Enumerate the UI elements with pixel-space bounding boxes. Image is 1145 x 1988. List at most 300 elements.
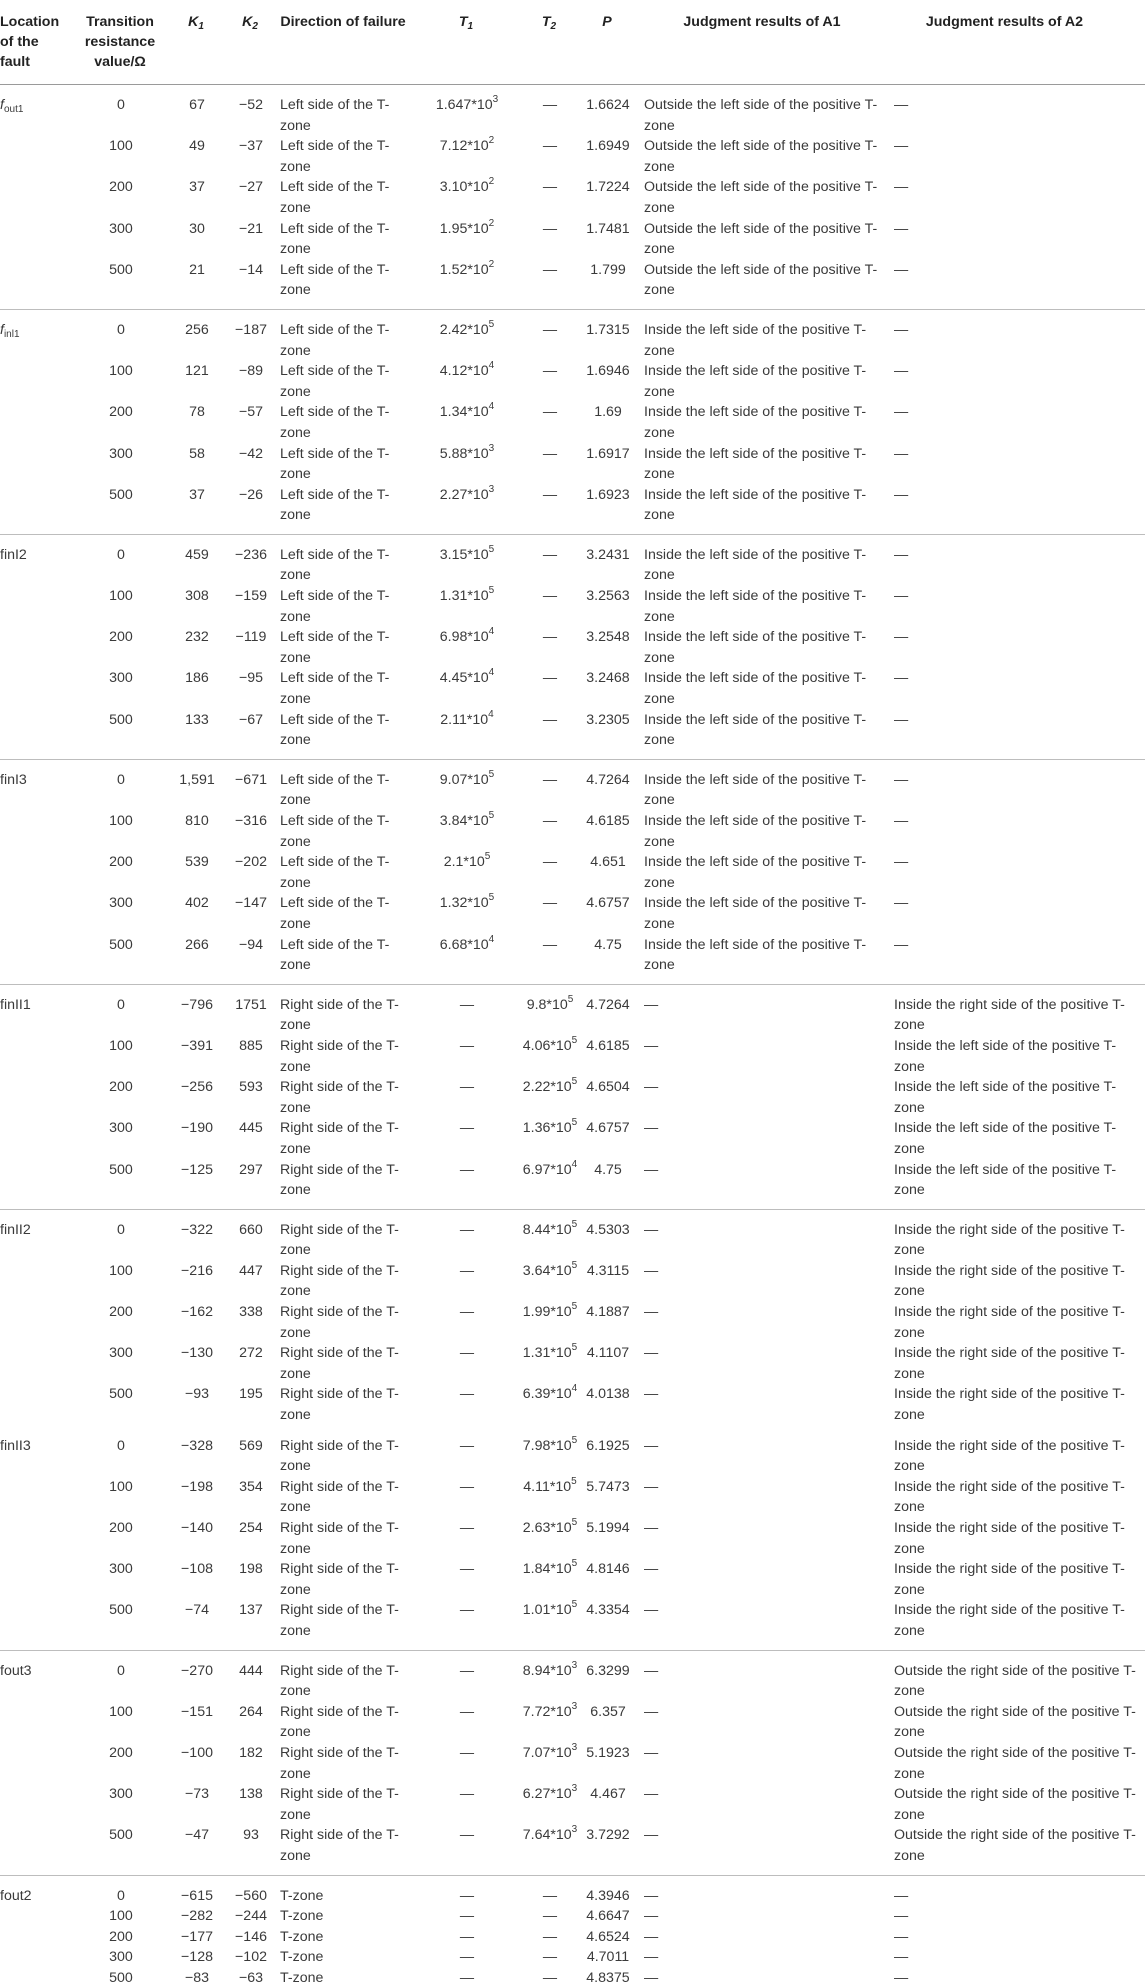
k2-cell: 264 <box>226 1702 276 1743</box>
location-cell <box>0 177 74 218</box>
t1-cell: — <box>412 1518 522 1559</box>
location-cell: finII3 <box>0 1426 74 1477</box>
direction-cell: Left side of the T-zone <box>276 811 412 852</box>
table-row <box>0 85 1145 137</box>
judgment-a1-cell: Inside the left side of the positive T-zone <box>638 444 888 485</box>
exponent: 4 <box>488 709 494 720</box>
judgment-a1-cell: — <box>638 1343 888 1384</box>
t2-cell: — <box>522 177 578 218</box>
p-cell: 6.3299 <box>578 1650 638 1702</box>
p-cell: 1.6946 <box>578 361 638 402</box>
judgment-a1-cell: Outside the left side of the positive T-zone <box>638 260 888 310</box>
t1-cell: — <box>412 1875 522 1906</box>
exponent: 5 <box>572 1301 578 1312</box>
header-judgment-a1: Judgment results of A1 <box>638 0 888 85</box>
t2-cell: $8.94*10^3$ <box>522 1650 578 1702</box>
t2-cell: — <box>522 1927 578 1948</box>
t1-cell: — <box>412 1118 522 1159</box>
k2-cell: −147 <box>226 893 276 934</box>
p-cell: 3.2468 <box>578 668 638 709</box>
t2-cell: $2.22*10^5$ <box>522 1077 578 1118</box>
location-cell <box>0 811 74 852</box>
table-row <box>0 627 1145 668</box>
direction-cell: Right side of the T-zone <box>276 1426 412 1477</box>
t1-cell: $4.12*10^4$ <box>412 361 522 402</box>
judgment-a2-cell: Inside the right side of the positive T-zone <box>888 1426 1145 1477</box>
judgment-a2-cell: — <box>888 668 1145 709</box>
direction-cell: Right side of the T-zone <box>276 1036 412 1077</box>
judgment-a1-cell: Inside the left side of the positive T-zone <box>638 402 888 443</box>
k1-cell: 37 <box>168 485 226 535</box>
k2-cell: 660 <box>226 1209 276 1261</box>
direction-cell: Right side of the T-zone <box>276 1261 412 1302</box>
location-cell <box>0 309 74 361</box>
resistance-cell: 500 <box>74 935 168 985</box>
location-cell <box>0 1784 74 1825</box>
t2-cell: $8.44*10^5$ <box>522 1209 578 1261</box>
judgment-a2-cell: — <box>888 361 1145 402</box>
direction-cell: Left side of the T-zone <box>276 485 412 535</box>
t1-cell: $2.42*10^5$ <box>412 309 522 361</box>
t1-cell: — <box>412 1927 522 1948</box>
p-cell: 1.7224 <box>578 177 638 218</box>
k1-cell: −282 <box>168 1906 226 1927</box>
judgment-a1-cell: Inside the left side of the positive T-zone <box>638 710 888 760</box>
t2-cell: $6.27*10^3$ <box>522 1784 578 1825</box>
exponent: 5 <box>571 1476 577 1487</box>
direction-cell: T-zone <box>276 1947 412 1968</box>
judgment-a1-cell: — <box>638 1968 888 1988</box>
exponent: 5 <box>572 1558 578 1569</box>
p-cell: 4.6504 <box>578 1077 638 1118</box>
exponent: 5 <box>572 1599 578 1610</box>
exponent: 3 <box>572 1783 578 1794</box>
table-row <box>0 485 1145 535</box>
t1-cell: $1.32*10^5$ <box>412 893 522 934</box>
resistance-cell: 200 <box>74 852 168 893</box>
k2-cell: −316 <box>226 811 276 852</box>
table-row <box>0 984 1145 1036</box>
t1-cell: — <box>412 1261 522 1302</box>
k1-cell: 133 <box>168 710 226 760</box>
judgment-a1-cell: — <box>638 1600 888 1650</box>
exponent: 3 <box>572 1742 578 1753</box>
judgment-a2-cell: — <box>888 710 1145 760</box>
table-row <box>0 444 1145 485</box>
location-cell: finI3 <box>0 759 74 811</box>
location-cell <box>0 402 74 443</box>
direction-cell: T-zone <box>276 1906 412 1927</box>
judgment-a1-cell: Outside the left side of the positive T-zone <box>638 136 888 177</box>
k1-cell: −190 <box>168 1118 226 1159</box>
header-location: Location of the fault <box>0 0 74 85</box>
k2-cell: −27 <box>226 177 276 218</box>
exponent: 4 <box>489 934 495 945</box>
p-cell: 4.75 <box>578 1160 638 1210</box>
p-cell: 5.7473 <box>578 1477 638 1518</box>
resistance-cell: 100 <box>74 361 168 402</box>
p-cell: 4.8146 <box>578 1559 638 1600</box>
t2-cell: $4.06*10^5$ <box>522 1036 578 1077</box>
header-judgment-a2: Judgment results of A2 <box>888 0 1145 85</box>
table-row <box>0 534 1145 586</box>
judgment-a2-cell: Inside the right side of the positive T-zone <box>888 1209 1145 1261</box>
resistance-cell: 200 <box>74 1302 168 1343</box>
k2-cell: 593 <box>226 1077 276 1118</box>
location-cell: fout2 <box>0 1875 74 1906</box>
location-cell <box>0 1743 74 1784</box>
p-cell: 3.2431 <box>578 534 638 586</box>
resistance-cell: 200 <box>74 1927 168 1948</box>
k1-cell: −151 <box>168 1702 226 1743</box>
k1-cell: −270 <box>168 1650 226 1702</box>
exponent: 3 <box>572 1701 578 1712</box>
table-row <box>0 1927 1145 1948</box>
exponent: 4 <box>489 626 495 637</box>
direction-cell: Left side of the T-zone <box>276 935 412 985</box>
t1-cell: — <box>412 1702 522 1743</box>
k2-cell: −26 <box>226 485 276 535</box>
table-row <box>0 260 1145 310</box>
table-row <box>0 893 1145 934</box>
t1-cell: — <box>412 1650 522 1702</box>
p-cell: 4.1887 <box>578 1302 638 1343</box>
judgment-a1-cell: — <box>638 984 888 1036</box>
exponent: 5 <box>572 1435 578 1446</box>
location-cell <box>0 1302 74 1343</box>
location-f: f <box>0 97 4 113</box>
resistance-cell: 100 <box>74 811 168 852</box>
resistance-cell: 100 <box>74 1261 168 1302</box>
k2-cell: −159 <box>226 586 276 627</box>
table-row <box>0 1209 1145 1261</box>
location-cell <box>0 1947 74 1968</box>
judgment-a1-cell: — <box>638 1118 888 1159</box>
t2-cell: $6.39*10^4$ <box>522 1384 578 1425</box>
exponent: 5 <box>572 1219 578 1230</box>
p-cell: 6.1925 <box>578 1426 638 1477</box>
t2-cell: — <box>522 1968 578 1988</box>
direction-cell: Right side of the T-zone <box>276 1160 412 1210</box>
k2-cell: 444 <box>226 1650 276 1702</box>
k2-cell: −89 <box>226 361 276 402</box>
location-cell <box>0 1036 74 1077</box>
direction-cell: Right side of the T-zone <box>276 1077 412 1118</box>
t2-cell: $4.11*10^5$ <box>522 1477 578 1518</box>
judgment-a1-cell: Inside the left side of the positive T-zone <box>638 811 888 852</box>
exponent: 5 <box>572 1260 578 1271</box>
t1-cell: $5.88*10^3$ <box>412 444 522 485</box>
subscript: 1 <box>198 21 204 32</box>
p-cell: 4.6185 <box>578 1036 638 1077</box>
location-cell <box>0 1702 74 1743</box>
location-cell: finII1 <box>0 984 74 1036</box>
k1-cell: −83 <box>168 1968 226 1988</box>
exponent: 3 <box>489 484 495 495</box>
table-row <box>0 402 1145 443</box>
t2-cell: $7.64*10^3$ <box>522 1825 578 1875</box>
judgment-a1-cell: — <box>638 1209 888 1261</box>
k1-cell: −74 <box>168 1600 226 1650</box>
direction-cell: Right side of the T-zone <box>276 1743 412 1784</box>
t2-cell: — <box>522 811 578 852</box>
location-cell <box>0 444 74 485</box>
p-cell: 4.7264 <box>578 984 638 1036</box>
t1-cell: — <box>412 1343 522 1384</box>
table-row <box>0 1160 1145 1210</box>
direction-cell: Left side of the T-zone <box>276 627 412 668</box>
location-cell <box>0 935 74 985</box>
resistance-cell: 100 <box>74 1906 168 1927</box>
table-row <box>0 1825 1145 1875</box>
judgment-a1-cell: — <box>638 1743 888 1784</box>
exponent: 5 <box>489 544 495 555</box>
location-cell: finI2 <box>0 534 74 586</box>
location-cell <box>0 1077 74 1118</box>
p-cell: 4.6647 <box>578 1906 638 1927</box>
direction-cell: Left side of the T-zone <box>276 534 412 586</box>
direction-cell: Left side of the T-zone <box>276 260 412 310</box>
p-cell: 4.6524 <box>578 1927 638 1948</box>
location-cell <box>0 1384 74 1425</box>
judgment-a2-cell: Outside the right side of the positive T-zone <box>888 1825 1145 1875</box>
t1-cell: $2.11*10^4$ <box>412 710 522 760</box>
judgment-a1-cell: Outside the left side of the positive T-zone <box>638 85 888 137</box>
k2-cell: 137 <box>226 1600 276 1650</box>
location-cell <box>0 136 74 177</box>
judgment-a2-cell: — <box>888 402 1145 443</box>
t2-cell: — <box>522 444 578 485</box>
k1-cell: −216 <box>168 1261 226 1302</box>
direction-cell: Left side of the T-zone <box>276 710 412 760</box>
resistance-cell: 100 <box>74 136 168 177</box>
direction-cell: Left side of the T-zone <box>276 402 412 443</box>
k1-cell: 67 <box>168 85 226 137</box>
k2-cell: 885 <box>226 1036 276 1077</box>
exponent: 2 <box>489 218 495 229</box>
judgment-a1-cell: — <box>638 1875 888 1906</box>
k2-cell: −63 <box>226 1968 276 1988</box>
table-row <box>0 710 1145 760</box>
table-row <box>0 1302 1145 1343</box>
judgment-a1-cell: — <box>638 1825 888 1875</box>
t1-cell: — <box>412 1784 522 1825</box>
k2-cell: 93 <box>226 1825 276 1875</box>
direction-cell: Left side of the T-zone <box>276 85 412 137</box>
table-row <box>0 1968 1145 1988</box>
judgment-a1-cell: Inside the left side of the positive T-zone <box>638 586 888 627</box>
judgment-a2-cell: Inside the left side of the positive T-zone <box>888 1036 1145 1077</box>
table-row <box>0 361 1145 402</box>
judgment-a1-cell: — <box>638 1426 888 1477</box>
t2-cell: — <box>522 668 578 709</box>
p-cell: 4.3354 <box>578 1600 638 1650</box>
k1-cell: 459 <box>168 534 226 586</box>
direction-cell: Right side of the T-zone <box>276 1559 412 1600</box>
table-row <box>0 1343 1145 1384</box>
judgment-a1-cell: Inside the left side of the positive T-zone <box>638 361 888 402</box>
exponent: 4 <box>572 1159 578 1170</box>
k2-cell: −102 <box>226 1947 276 1968</box>
k1-cell: −615 <box>168 1875 226 1906</box>
t2-cell: — <box>522 710 578 760</box>
table-row <box>0 1906 1145 1927</box>
location-cell <box>0 1477 74 1518</box>
resistance-cell: 0 <box>74 1426 168 1477</box>
k2-cell: 195 <box>226 1384 276 1425</box>
judgment-a2-cell: Inside the right side of the positive T-zone <box>888 1302 1145 1343</box>
exponent: 5 <box>489 892 495 903</box>
header-k1 <box>168 0 226 85</box>
t2-cell: $9.8*10^5$ <box>522 984 578 1036</box>
location-cell <box>0 1343 74 1384</box>
k2-cell: 198 <box>226 1559 276 1600</box>
p-cell: 5.1994 <box>578 1518 638 1559</box>
k1-cell: −93 <box>168 1384 226 1425</box>
t1-cell: $3.84*10^5$ <box>412 811 522 852</box>
t2-cell: — <box>522 627 578 668</box>
t2-cell: — <box>522 852 578 893</box>
resistance-cell: 500 <box>74 1968 168 1988</box>
p-cell: 3.2563 <box>578 586 638 627</box>
resistance-cell: 300 <box>74 1118 168 1159</box>
p-cell: 1.799 <box>578 260 638 310</box>
t2-cell: — <box>522 309 578 361</box>
location-cell <box>0 852 74 893</box>
header-k2-text: $K_2$ <box>242 14 258 30</box>
t2-cell: $7.98*10^5$ <box>522 1426 578 1477</box>
direction-cell: Right side of the T-zone <box>276 1825 412 1875</box>
t1-cell: — <box>412 1036 522 1077</box>
k2-cell: −119 <box>226 627 276 668</box>
k2-cell: −187 <box>226 309 276 361</box>
resistance-cell: 500 <box>74 1384 168 1425</box>
direction-cell: Right side of the T-zone <box>276 1600 412 1650</box>
t2-cell: — <box>522 85 578 137</box>
location-cell <box>0 627 74 668</box>
location-cell <box>0 1518 74 1559</box>
judgment-a1-cell: — <box>638 1906 888 1927</box>
judgment-a1-cell: — <box>638 1559 888 1600</box>
location-cell <box>0 219 74 260</box>
k1-cell: −140 <box>168 1518 226 1559</box>
k1-cell: −328 <box>168 1426 226 1477</box>
p-cell: 6.357 <box>578 1702 638 1743</box>
resistance-cell: 0 <box>74 85 168 137</box>
table-row <box>0 759 1145 811</box>
p-cell: 4.1107 <box>578 1343 638 1384</box>
k2-cell: −42 <box>226 444 276 485</box>
k1-cell: −108 <box>168 1559 226 1600</box>
table-row <box>0 177 1145 218</box>
t2-cell: $1.31*10^5$ <box>522 1343 578 1384</box>
t2-cell: — <box>522 1947 578 1968</box>
table-row <box>0 1036 1145 1077</box>
judgment-a1-cell: — <box>638 1477 888 1518</box>
p-cell: 4.5303 <box>578 1209 638 1261</box>
subscript: 1 <box>468 21 474 32</box>
judgment-a1-cell: Inside the left side of the positive T-zone <box>638 485 888 535</box>
judgment-a2-cell: — <box>888 1947 1145 1968</box>
k1-cell: −73 <box>168 1784 226 1825</box>
judgment-a2-cell: — <box>888 627 1145 668</box>
judgment-a2-cell: Inside the right side of the positive T-zone <box>888 1343 1145 1384</box>
exponent: 5 <box>572 1076 578 1087</box>
subscript: 2 <box>252 21 258 32</box>
k1-cell: 58 <box>168 444 226 485</box>
location-cell <box>0 893 74 934</box>
k1-cell: 37 <box>168 177 226 218</box>
t1-cell: — <box>412 984 522 1036</box>
p-cell: 1.6949 <box>578 136 638 177</box>
judgment-a1-cell: — <box>638 1384 888 1425</box>
direction-cell: Left side of the T-zone <box>276 361 412 402</box>
p-cell: 1.6923 <box>578 485 638 535</box>
judgment-a1-cell: Inside the left side of the positive T-zone <box>638 309 888 361</box>
judgment-a2-cell: Inside the left side of the positive T-zone <box>888 1160 1145 1210</box>
t2-cell: — <box>522 219 578 260</box>
k2-cell: −202 <box>226 852 276 893</box>
k1-cell: 1,591 <box>168 759 226 811</box>
judgment-a2-cell: — <box>888 586 1145 627</box>
judgment-a2-cell: — <box>888 1968 1145 1988</box>
judgment-a1-cell: Inside the left side of the positive T-zone <box>638 852 888 893</box>
t2-cell: $1.99*10^5$ <box>522 1302 578 1343</box>
direction-cell: Left side of the T-zone <box>276 586 412 627</box>
k2-cell: −671 <box>226 759 276 811</box>
t2-cell: $7.07*10^3$ <box>522 1743 578 1784</box>
judgment-a1-cell: — <box>638 1261 888 1302</box>
p-cell: 4.3946 <box>578 1875 638 1906</box>
p-cell: 4.6185 <box>578 811 638 852</box>
judgment-a2-cell: — <box>888 893 1145 934</box>
resistance-cell: 200 <box>74 1743 168 1784</box>
k1-cell: −125 <box>168 1160 226 1210</box>
k1-cell: −47 <box>168 1825 226 1875</box>
k1-cell: 78 <box>168 402 226 443</box>
p-cell: 3.2548 <box>578 627 638 668</box>
t2-cell: — <box>522 534 578 586</box>
judgment-a2-cell: Inside the right side of the positive T-zone <box>888 1559 1145 1600</box>
t2-cell: — <box>522 402 578 443</box>
exponent: 5 <box>489 319 495 330</box>
k1-cell: 121 <box>168 361 226 402</box>
t1-cell: $1.647*10^3$ <box>412 85 522 137</box>
location-cell <box>0 668 74 709</box>
table-row <box>0 1702 1145 1743</box>
judgment-a1-cell: — <box>638 1077 888 1118</box>
resistance-cell: 500 <box>74 1160 168 1210</box>
resistance-cell: 0 <box>74 1209 168 1261</box>
t1-cell: — <box>412 1160 522 1210</box>
judgment-a2-cell: Inside the right side of the positive T-zone <box>888 984 1145 1036</box>
t1-cell: — <box>412 1077 522 1118</box>
t2-cell: — <box>522 935 578 985</box>
judgment-a2-cell: — <box>888 260 1145 310</box>
resistance-cell: 0 <box>74 309 168 361</box>
judgment-a2-cell: — <box>888 85 1145 137</box>
judgment-a2-cell: Inside the right side of the positive T-zone <box>888 1518 1145 1559</box>
k1-cell: −128 <box>168 1947 226 1968</box>
resistance-cell: 100 <box>74 1036 168 1077</box>
direction-cell: Left side of the T-zone <box>276 177 412 218</box>
k2-cell: 138 <box>226 1784 276 1825</box>
k1-cell: 232 <box>168 627 226 668</box>
direction-cell: Right side of the T-zone <box>276 1302 412 1343</box>
p-cell: 4.467 <box>578 1784 638 1825</box>
judgment-a2-cell: — <box>888 177 1145 218</box>
location-subscript: inl1 <box>4 329 20 340</box>
